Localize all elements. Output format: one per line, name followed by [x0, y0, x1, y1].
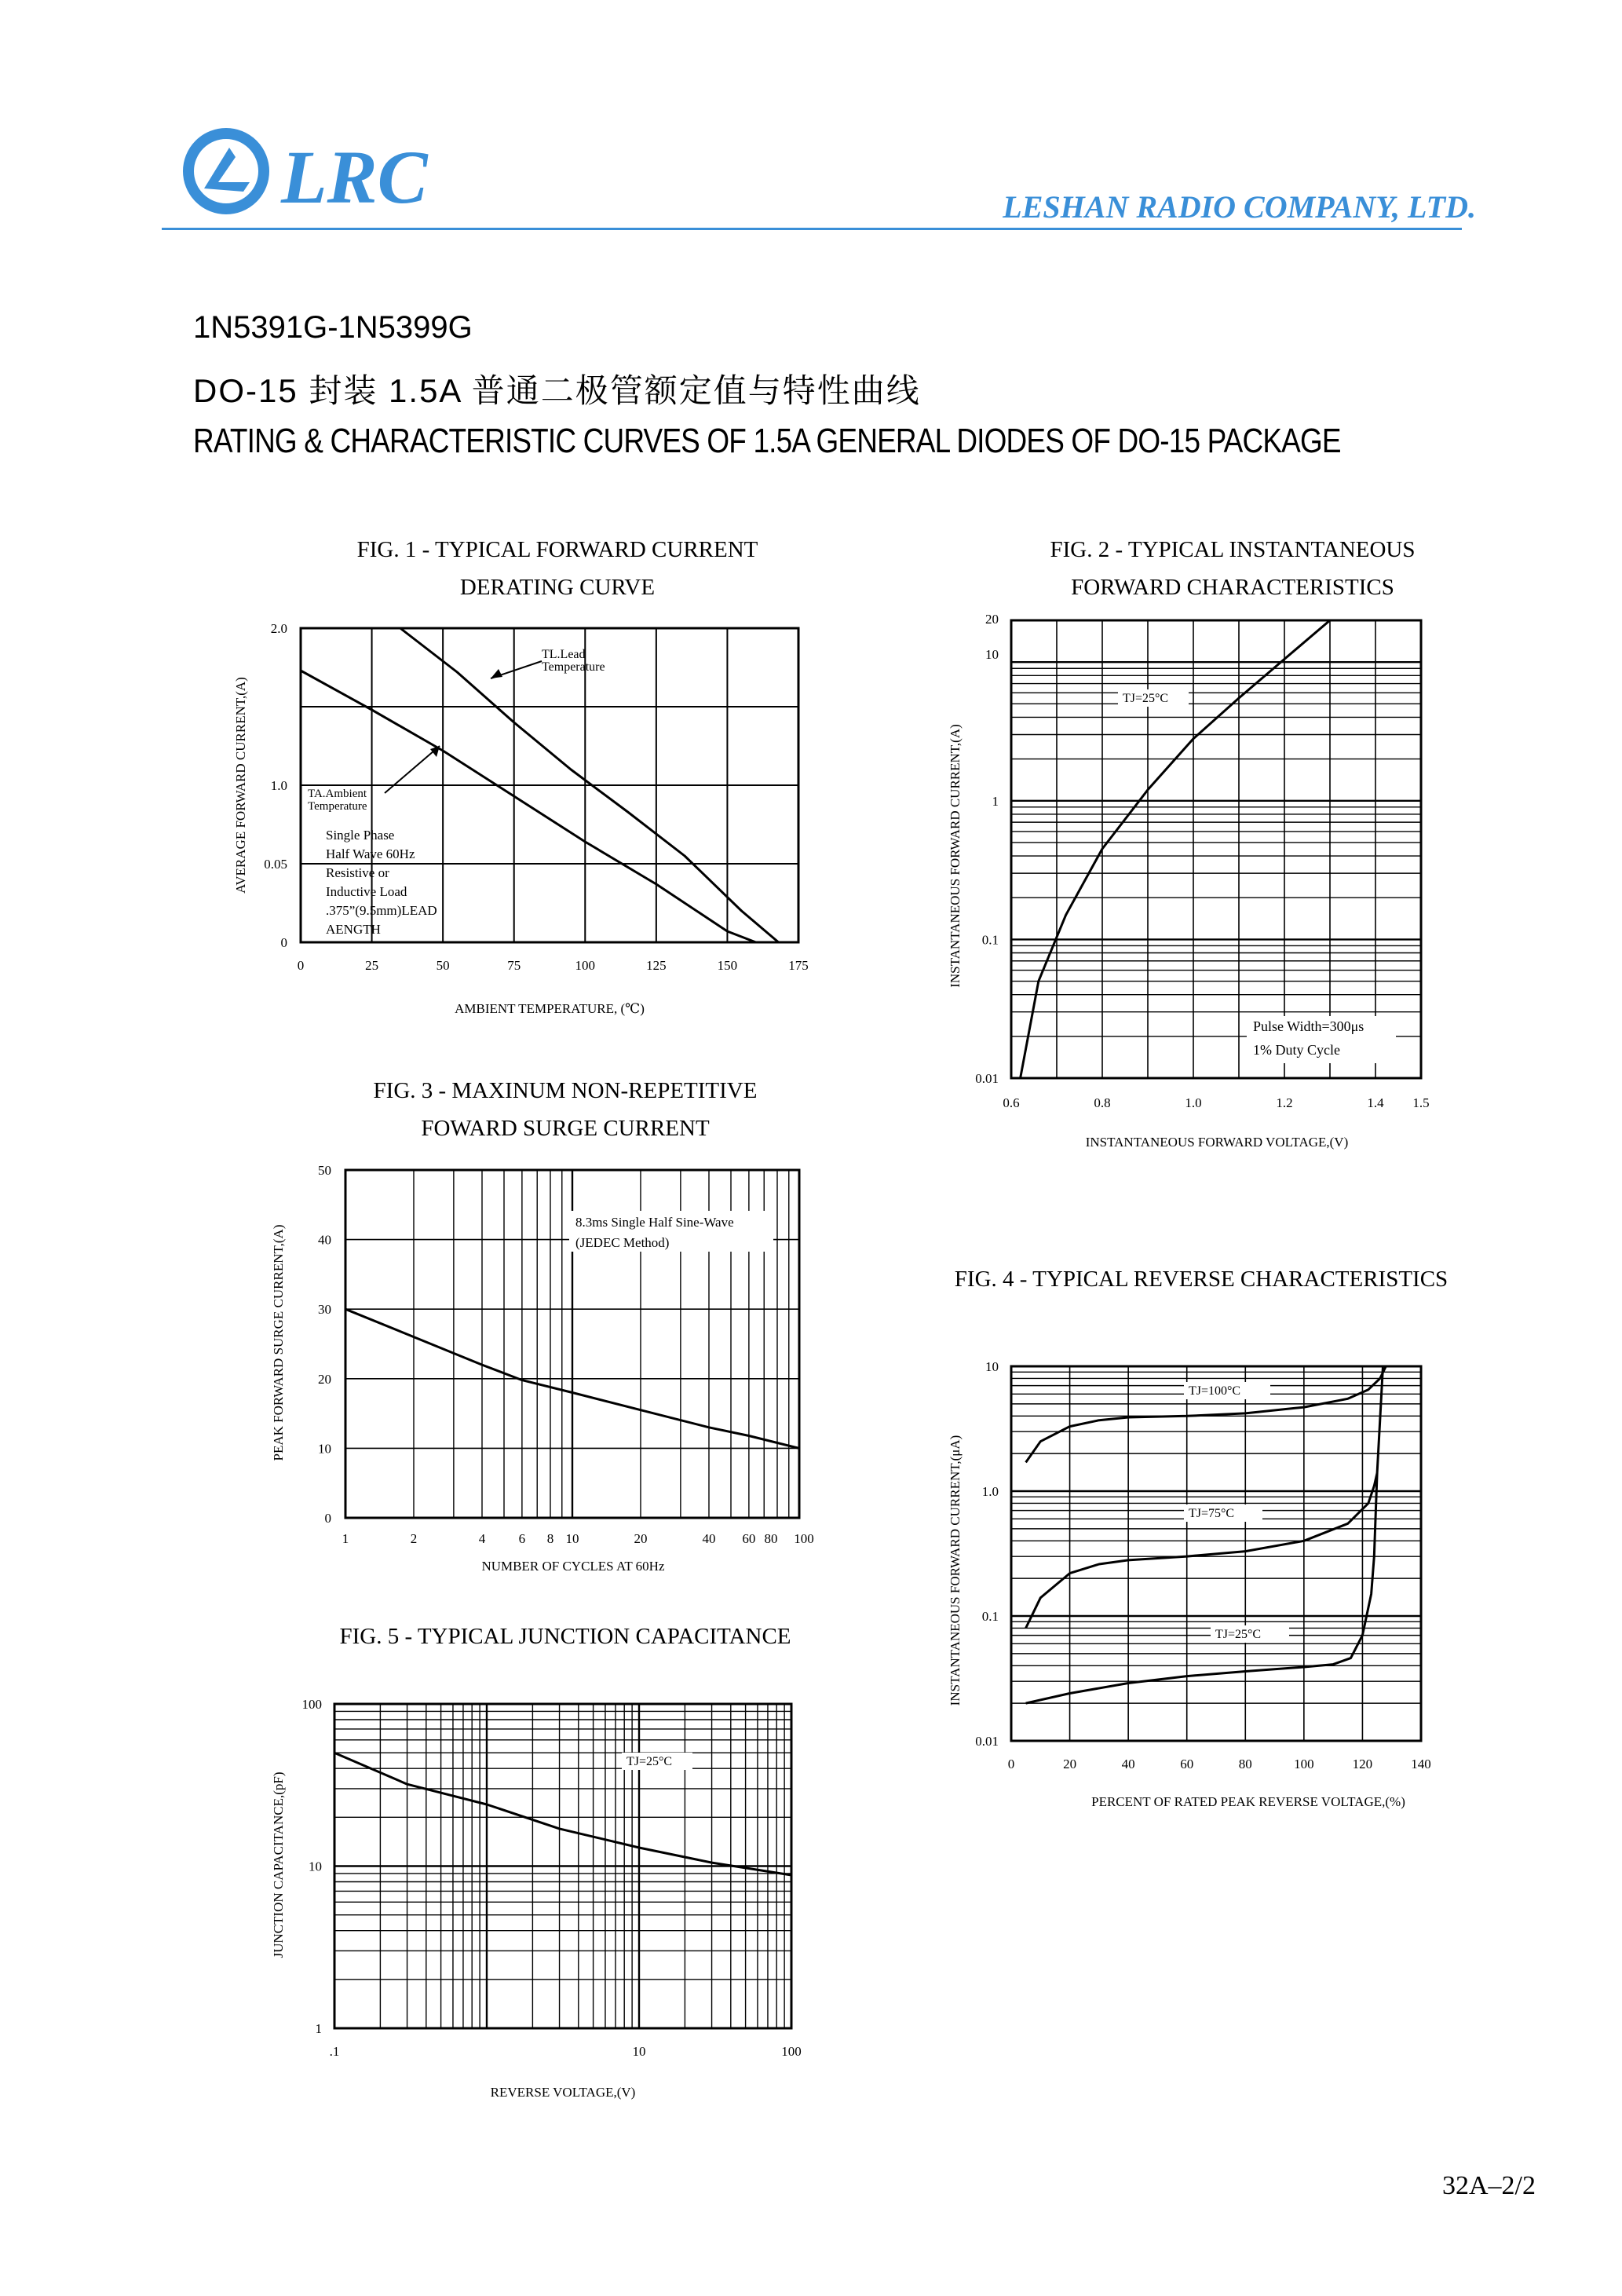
fig1-title-line1: FIG. 1 - TYPICAL FORWARD CURRENT	[356, 537, 758, 562]
fig2-title	[942, 531, 1523, 606]
fig2-ytick: 0.1	[981, 932, 999, 948]
fig5-ytick: 100	[301, 1697, 322, 1712]
fig3-xtick: 80	[764, 1531, 778, 1546]
fig1-xtick: 175	[788, 958, 809, 973]
fig2-note-1: Pulse Width=300μs	[1253, 1018, 1364, 1034]
fig2-xtick: 1.5	[1412, 1095, 1430, 1110]
fig5-xtick: 100	[781, 2044, 802, 2059]
company-name: LESHAN RADIO COMPANY, LTD.	[1003, 189, 1476, 225]
fig4-xtick: 80	[1238, 1757, 1252, 1771]
fig5-xtick: .1	[329, 2044, 340, 2059]
fig5-ytick: 10	[309, 1859, 322, 1874]
fig2-title-line2: FORWARD CHARACTERISTICS	[1071, 575, 1394, 600]
fig4-ytick: 0.01	[975, 1734, 999, 1749]
fig3-ylabel: PEAK FORWARD SURGE CURRENT,(A)	[271, 1224, 286, 1461]
fig2-note-2: 1% Duty Cycle	[1253, 1042, 1340, 1058]
logo-text: LRC	[281, 135, 428, 219]
fig2-ytick: 0.01	[975, 1071, 999, 1086]
fig1-xlabel: AMBIENT TEMPERATURE, (℃)	[455, 1001, 645, 1016]
fig1-xtick: 25	[365, 958, 379, 973]
fig4-xtick: 40	[1121, 1757, 1135, 1771]
fig3-note-1: 8.3ms Single Half Sine-Wave	[575, 1215, 734, 1230]
fig4-xtick: 60	[1180, 1757, 1194, 1771]
fig5-ytick: 1	[315, 2021, 322, 2036]
fig5-chart	[259, 1688, 840, 2112]
fig3-xlabel: NUMBER OF CYCLES AT 60Hz	[481, 1559, 665, 1574]
fig3-ytick: 50	[318, 1163, 331, 1178]
fig3-xtick: 10	[565, 1531, 579, 1546]
fig2-curve-label: TJ=25°C	[1123, 692, 1169, 705]
fig3-title-line1: FIG. 3 - MAXINUM NON-REPETITIVE	[373, 1078, 758, 1103]
fig4-title	[903, 1260, 1500, 1298]
fig1-ambient-label-1: TA.Ambient	[308, 788, 367, 800]
fig4-xlabel: PERCENT OF RATED PEAK REVERSE VOLTAGE,(%)	[1091, 1794, 1405, 1809]
fig4-label-25: TJ=25°C	[1215, 1628, 1262, 1641]
fig4-xtick: 120	[1352, 1757, 1373, 1771]
fig1-ytick: 1.0	[270, 778, 287, 793]
fig1-ytick: 2.0	[270, 621, 287, 636]
fig3-ytick: 30	[318, 1302, 331, 1318]
fig3-xtick: 20	[634, 1531, 648, 1546]
fig1-chart	[228, 612, 840, 1029]
fig1-ylabel: AVERAGE FORWARD CURRENT,(A)	[233, 677, 248, 894]
fig4-xtick: 100	[1294, 1757, 1314, 1771]
fig1-xtick: 0	[297, 958, 305, 973]
fig1-xtick: 50	[436, 958, 450, 973]
fig1-title-line2: DERATING CURVE	[459, 575, 656, 600]
fig5-curve-label: TJ=25°C	[627, 1755, 673, 1768]
fig2-ytick: 10	[985, 647, 999, 663]
fig1-xtick: 125	[646, 958, 667, 973]
fig3-xtick: 1	[342, 1531, 349, 1546]
fig3-xtick: 40	[702, 1531, 716, 1546]
fig2-xtick: 1.2	[1276, 1095, 1293, 1110]
fig1-title	[267, 531, 848, 606]
logo-triangle	[204, 148, 250, 192]
fig4-label-75: TJ=75°C	[1189, 1507, 1235, 1520]
fig1-ytick: 0.05	[264, 857, 287, 872]
fig3-ytick: 40	[318, 1232, 331, 1248]
fig1-note: AENGTH	[326, 922, 381, 937]
fig3-ytick: 20	[318, 1371, 331, 1387]
fig1-series-1	[301, 671, 756, 942]
fig2-xtick: 0.8	[1094, 1095, 1111, 1110]
fig1-lead-label-1: TL.Lead	[542, 648, 586, 661]
fig4-ytick: 1.0	[981, 1484, 999, 1499]
fig2-ytick: 1	[992, 793, 999, 809]
fig3-xtick: 60	[742, 1531, 756, 1546]
fig4-ytick: 0.1	[981, 1609, 999, 1624]
fig3-ytick: 10	[318, 1441, 331, 1457]
logo-ring	[188, 133, 264, 209]
fig1-note: .375”(9.5mm)LEAD	[326, 903, 437, 918]
fig4-xtick: 140	[1411, 1757, 1431, 1771]
fig5-title-line1: FIG. 5 - TYPICAL JUNCTION CAPACITANCE	[339, 1624, 791, 1649]
fig1-xtick: 100	[575, 958, 596, 973]
fig2-ylabel: INSTANTANEOUS FORWARD CURRENT,(A)	[948, 724, 963, 988]
fig2-xtick: 0.6	[1003, 1095, 1020, 1110]
company-logo	[181, 126, 479, 220]
fig3-chart	[259, 1154, 840, 1586]
fig2-chart	[934, 605, 1468, 1162]
fig1-note: Half Wave 60Hz	[326, 846, 415, 861]
fig3-xtick: 100	[794, 1531, 814, 1546]
fig2-series-0	[1021, 620, 1330, 1078]
fig2-xtick: 1.0	[1185, 1095, 1202, 1110]
fig1-ytick: 0	[280, 935, 287, 950]
fig3-note-2: (JEDEC Method)	[575, 1235, 670, 1250]
fig3-xtick: 4	[478, 1531, 486, 1546]
title-chinese: DO-15 封装 1.5A 普通二极管额定值与特性曲线	[193, 372, 921, 409]
fig3-xtick: 6	[518, 1531, 526, 1546]
fig4-title-line1: FIG. 4 - TYPICAL REVERSE CHARACTERISTICS	[954, 1267, 1448, 1292]
fig1-ambient-label-2: Temperature	[308, 800, 367, 813]
fig4-ytick: 10	[985, 1359, 999, 1374]
fig5-xtick: 10	[632, 2044, 646, 2059]
fig3-xtick: 2	[410, 1531, 418, 1546]
page-number: 32A–2/2	[1442, 2171, 1536, 2200]
fig1-lead-label-2: Temperature	[542, 660, 605, 674]
fig1-note: Inductive Load	[326, 884, 407, 899]
fig1-xtick: 75	[507, 958, 521, 973]
fig3-title-line2: FOWARD SURGE CURRENT	[421, 1116, 710, 1141]
fig5-series-0	[334, 1753, 791, 1875]
fig2-xlabel: INSTANTANEOUS FORWARD VOLTAGE,(V)	[1085, 1135, 1349, 1150]
part-numbers: 1N5391G-1N5399G	[193, 310, 473, 345]
title-english: RATING & CHARACTERISTIC CURVES OF 1.5A GENERAL DIODES OF DO-15 PACKAGE	[193, 422, 1341, 460]
fig4-ylabel: INSTANTANEOUS FORWARD CURRENT,(μA)	[948, 1435, 963, 1706]
fig3-ytick: 0	[324, 1511, 331, 1526]
fig4-xtick: 20	[1063, 1757, 1077, 1771]
fig4-xtick: 0	[1007, 1757, 1015, 1771]
fig3-title	[283, 1072, 848, 1147]
fig4-label-100: TJ=100°C	[1189, 1384, 1241, 1398]
fig1-xtick: 150	[717, 958, 738, 973]
fig2-title-line1: FIG. 2 - TYPICAL INSTANTANEOUS	[1050, 537, 1416, 562]
fig1-note: Resistive or	[326, 865, 389, 880]
fig2-xtick: 1.4	[1367, 1095, 1384, 1110]
fig2-ytick: 20	[985, 612, 999, 627]
header-divider	[162, 228, 1462, 230]
fig5-xlabel: REVERSE VOLTAGE,(V)	[490, 2085, 636, 2100]
fig3-xtick: 8	[546, 1531, 554, 1546]
fig4-series-0	[1026, 1366, 1386, 1462]
fig1-note: Single Phase	[326, 828, 395, 843]
fig5-title	[283, 1618, 848, 1655]
fig4-chart	[934, 1351, 1468, 1822]
fig5-ylabel: JUNCTION CAPACITANCE,(pF)	[271, 1771, 286, 1958]
